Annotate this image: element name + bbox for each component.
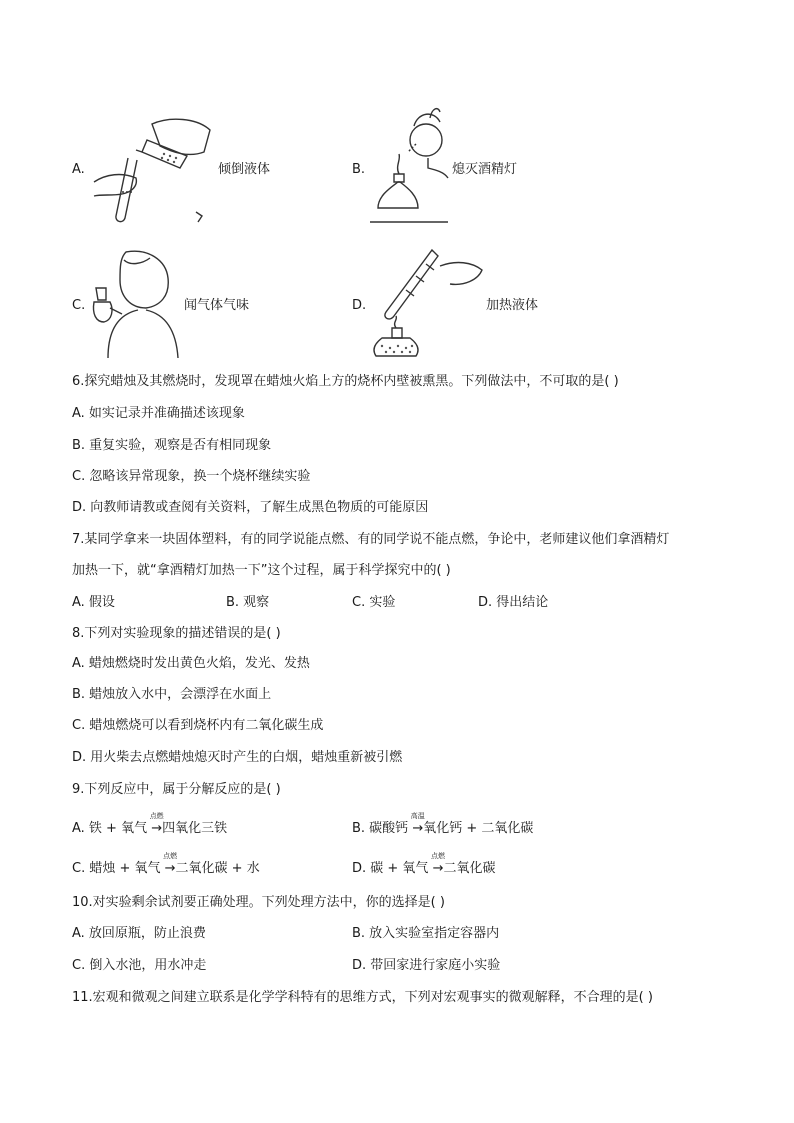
figure-option-d-letter: D. — [352, 298, 367, 313]
question-9-stem: 9.下列反应中，属于分解反应的是( ) — [72, 782, 281, 797]
equation-reactants: D. 碳 + 氧气 — [352, 861, 433, 876]
pouring-liquid-illustration — [92, 112, 217, 227]
question-9-option-d — [352, 852, 496, 877]
question-7-option-b: B. 观察 — [226, 595, 270, 610]
equation-reactants: A. 铁 + 氧气 — [72, 821, 152, 836]
figure-option-d-caption: 加热液体 — [486, 298, 539, 313]
question-8-option-d: D. 用火柴去点燃蜡烛熄灭时产生的白烟，蜡烛重新被引燃 — [72, 750, 403, 765]
question-6-option-b: B. 重复实验，观察是否有相同现象 — [72, 438, 272, 453]
question-7-option-a: A. 假设 — [72, 595, 115, 610]
equation-products: 氧化钙 + 二氧化碳 — [423, 821, 534, 836]
equation-products: 二氧化碳 — [443, 861, 496, 876]
question-9-option-a — [72, 812, 228, 837]
equation-reactants: B. 碳酸钙 — [352, 821, 413, 836]
question-10-option-a: A. 放回原瓶，防止浪费 — [72, 926, 206, 941]
reaction-condition: 点燃 — [149, 812, 164, 820]
reaction-condition: 高温 — [410, 812, 425, 820]
smelling-gas-illustration — [90, 248, 182, 360]
heating-liquid-illustration — [368, 246, 488, 360]
question-8-stem: 8.下列对实验现象的描述错误的是( ) — [72, 626, 281, 641]
figure-option-b-letter: B. — [352, 162, 366, 177]
figure-option-c-caption: 闻气体气味 — [184, 298, 250, 313]
reaction-condition: 点燃 — [431, 852, 446, 860]
arrow-icon: → — [164, 861, 176, 876]
arrow-icon: → — [412, 821, 424, 836]
question-8-option-c: C. 蜡烛燃烧可以看到烧杯内有二氧化碳生成 — [72, 718, 324, 733]
figure-option-a-caption: 倾倒液体 — [218, 162, 271, 177]
question-6-option-a: A. 如实记录并准确描述该现象 — [72, 406, 245, 421]
reaction-condition: 点燃 — [163, 852, 178, 860]
question-10-option-c: C. 倒入水池，用水冲走 — [72, 958, 207, 973]
equation-products: 二氧化碳 + 水 — [175, 861, 260, 876]
figure-option-c-letter: C. — [72, 298, 86, 313]
question-7-stem-line-2: 加热一下，就“拿酒精灯加热一下”这个过程，属于科学探究中的( ) — [72, 563, 451, 578]
question-10-option-b: B. 放入实验室指定容器内 — [352, 926, 500, 941]
figure-option-a-letter: A. — [72, 162, 85, 177]
equation-products: 四氧化三铁 — [162, 821, 228, 836]
question-7-stem-line-1: 7.某同学拿来一块固体塑料，有的同学说能点燃、有的同学说不能点燃，争论中，老师建议他们拿酒精灯 — [72, 532, 670, 547]
question-6-stem: 6.探究蜡烛及其燃烧时，发现罩在蜡烛火焰上方的烧杯内壁被熏黑。下列做法中，不可取的是( ) — [72, 374, 619, 389]
reaction-arrow — [431, 852, 446, 877]
question-6-option-d: D. 向教师请教或查阅有关资料，了解生成黑色物质的可能原因 — [72, 500, 429, 515]
question-9-option-c — [72, 852, 260, 877]
reaction-arrow — [410, 812, 425, 837]
question-9-option-b — [352, 812, 534, 837]
figure-option-b-caption: 熄灭酒精灯 — [452, 162, 518, 177]
question-6-option-c: C. 忽略该异常现象，换一个烧杯继续实验 — [72, 469, 311, 484]
reaction-arrow — [149, 812, 164, 837]
reaction-arrow — [163, 852, 178, 877]
arrow-icon: → — [432, 861, 444, 876]
question-7-option-c: C. 实验 — [352, 595, 396, 610]
arrow-icon: → — [151, 821, 163, 836]
question-8-option-b: B. 蜡烛放入水中，会漂浮在水面上 — [72, 687, 272, 702]
question-7-option-d: D. 得出结论 — [478, 595, 549, 610]
question-11-stem: 11.宏观和微观之间建立联系是化学学科特有的思维方式，下列对宏观事实的微观解释，不合理的是( ) — [72, 990, 653, 1005]
question-10-option-d: D. 带回家进行家庭小实验 — [352, 958, 501, 973]
question-8-option-a: A. 蜡烛燃烧时发出黄色火焰，发光、发热 — [72, 656, 310, 671]
question-10-stem: 10.对实验剩余试剂要正确处理。下列处理方法中，你的选择是( ) — [72, 895, 445, 910]
equation-reactants: C. 蜡烛 + 氧气 — [72, 861, 165, 876]
